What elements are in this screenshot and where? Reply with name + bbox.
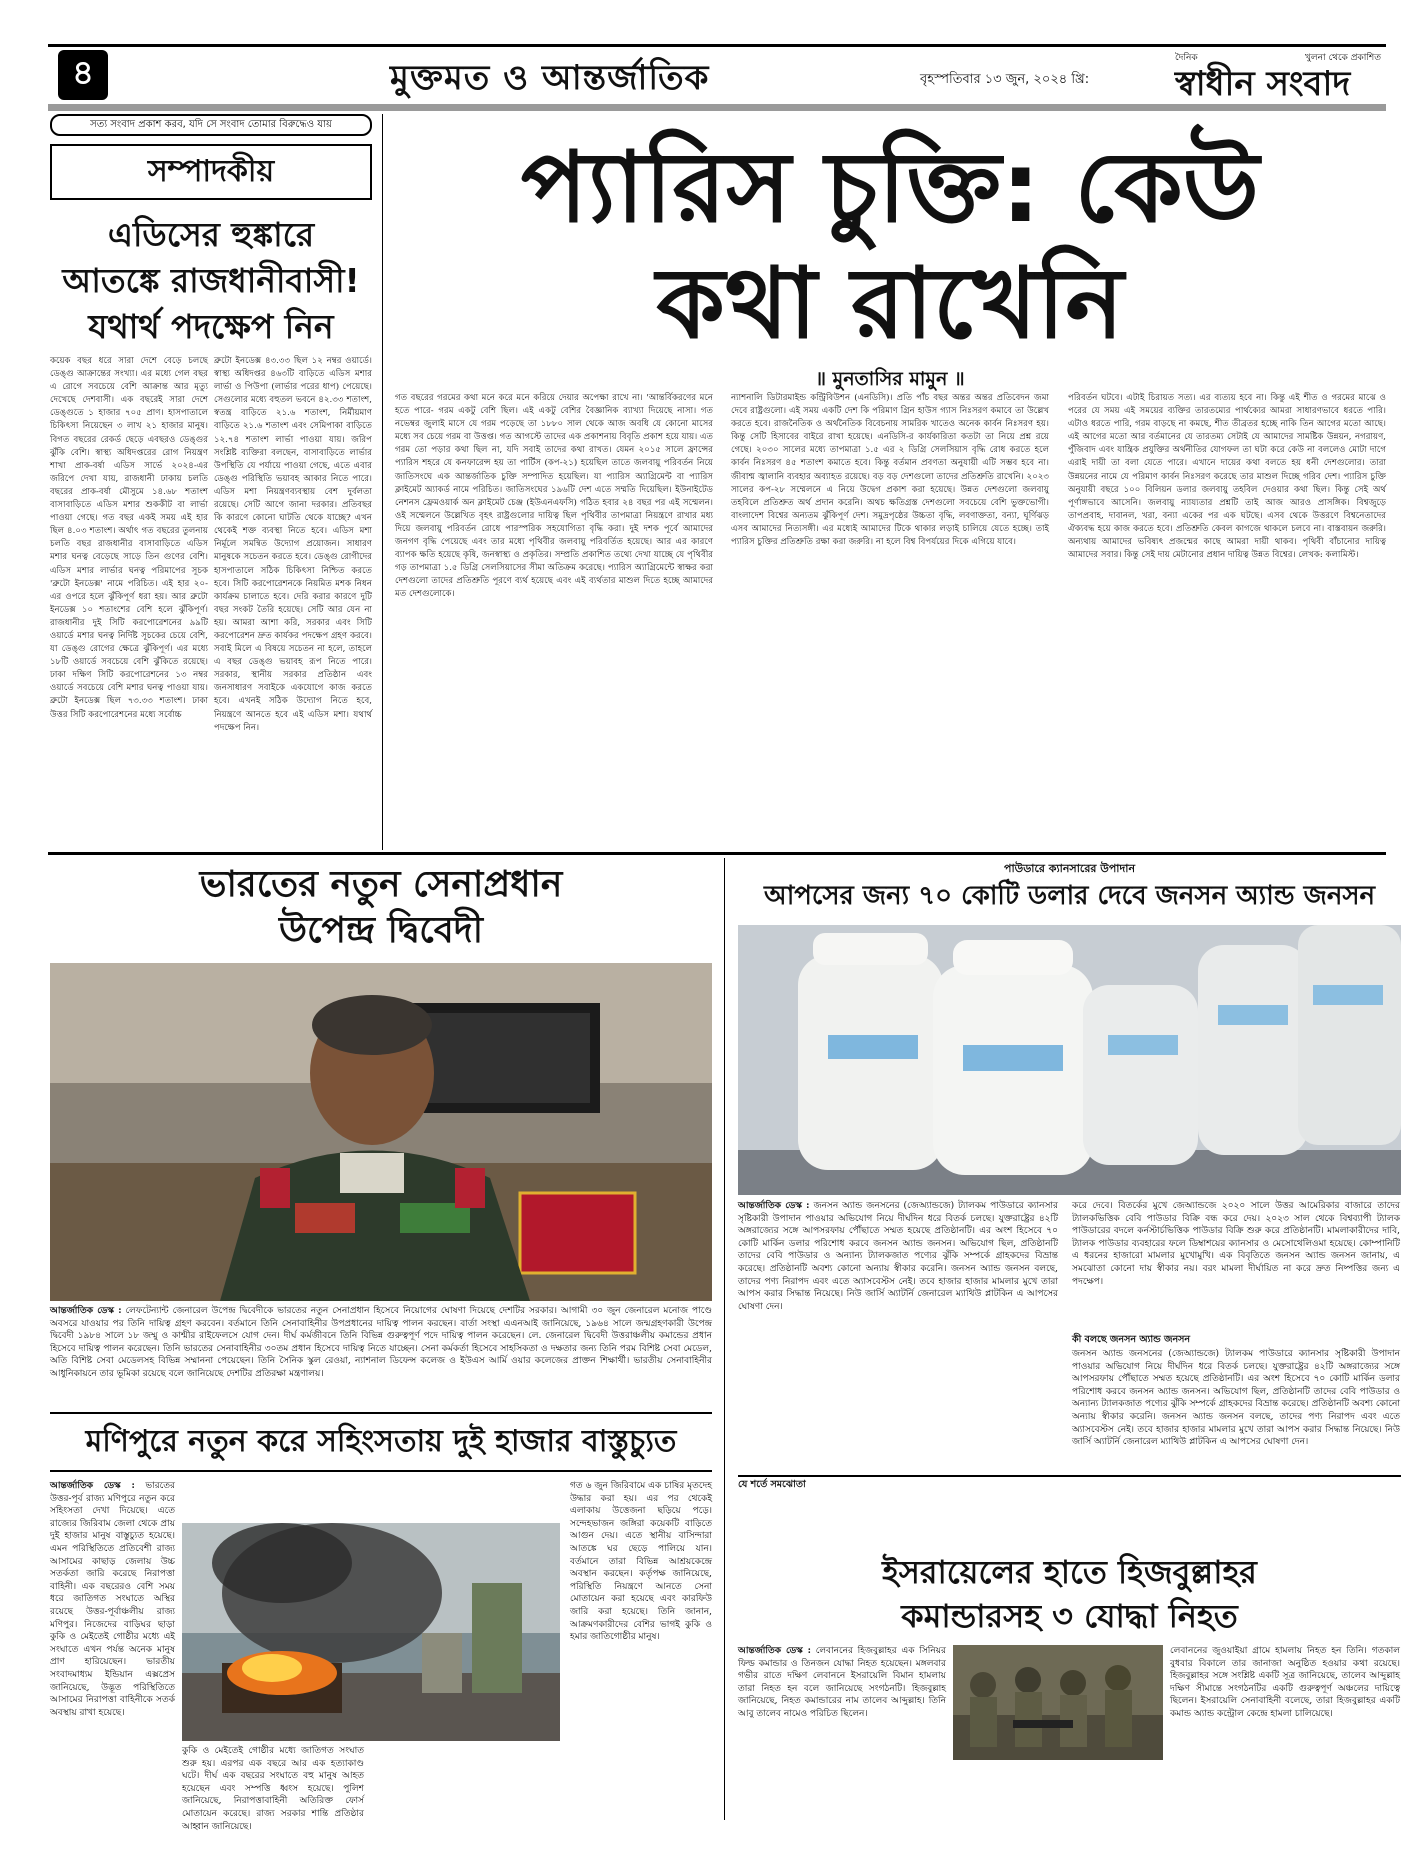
masthead [1175, 48, 1385, 102]
manipur-headline: মণিপুরে নতুন করে সহিংসতায় দুই হাজার বাস্তুচ্যুত [85, 1424, 677, 1459]
hezbollah-column-1 [738, 1645, 946, 1820]
jnj-column-2: করে দেবে। বিতর্কের মুখে জেঅ্যান্ডজে ২০২০ সালে উত্তর আমেরিকার বাজারে তাদের ট্যালকভিত্তিক বেবি পাউডার বিক্রি বন্ধ করে দেয়। ২০২৩ সাল থেকে বিশ্বব্যাপী ট্যালক পাউডারের বদলে কর্নস্টার্চভিত্তিক পাউডার বিক্রি শুরু করে প্রতিষ্ঠানটি। মামলাকারীদের দাবি, ট্যালক পাউডার ব্যবহারের ফলে ডিম্বাশয়ের ক্যানসার ও মেসোথেলিওমা হয়েছে। কোম্পানিটি এ ধরনের হাজারো মামলার মুখোমুখি। এক বিবৃতিতে জনসন অ্যান্ড জনসন জানায়, এ সমঝোতা কোনো দায় স্বীকার নয়। বরং মামলা দীর্ঘায়িত না করে দ্রুত নিষ্পত্তির জন্য এ পদক্ষেপ। [1072, 1201, 1400, 1287]
motto: সত্য সংবাদ প্রকাশ করব, যদি সে সংবাদ তোমার বিরুদ্ধেও যায় [50, 114, 372, 136]
editorial-headline [50, 212, 372, 350]
army-chief-photo [50, 963, 712, 1301]
army-chief-headline-line: উপেন্দ্র দ্বিবেদী [278, 910, 483, 951]
hezbollah-headline-line: কমান্ডারসহ ৩ যোদ্ধা নিহত [901, 1597, 1238, 1635]
editorial-headline-line: এডিসের হুঙ্কারে [107, 215, 315, 254]
army-chief-headline-line: ভারতের নতুন সেনাপ্রধান [199, 864, 563, 905]
page-number: ৪ [58, 50, 108, 100]
masthead-tagline: খুলনা থেকে প্রকাশিত [1305, 53, 1381, 63]
jnj-column-3: জনসন অ্যান্ড জনসনের (জেঅ্যান্ডজে) ট্যালকম পাউডারে ক্যানসার সৃষ্টিকারী উপাদান পাওয়ার অভিযোগ নিয়ে দীর্ঘদিন ধরে বিতর্ক চলছে। যুক্তরাষ্ট্রের ৪২টি অঙ্গরাজ্যের সঙ্গে আপসরফায় পৌঁছাতে সম্মত হয়েছে প্রতিষ্ঠানটি। এর অংশ হিসেবে ৭০ কোটি মার্কিন ডলার পরিশোধ করবে জনসন অ্যান্ড জনসন। অভিযোগ ছিল, প্রতিষ্ঠানটি তাদের বেবি পাউডার ও অন্যান্য ট্যালকজাত পণ্যের ঝুঁকি সম্পর্কে গ্রাহকদের বিভ্রান্ত করেছে। প্রতিষ্ঠানটি অবশ্য কোনো অন্যায় স্বীকার করেনি। জনসন অ্যান্ড জনসন বলছে, তাদের পণ্য নিরাপদ এবং এতে অ্যাসবেস্টস নেই। তবে হাজার হাজার মামলার মুখে তারা আপস করার সিদ্ধান্ত নিয়েছে। নিউ জার্সি অ্যাটর্নি জেনারেল ম্যাথিউ প্লাটকিন এ আপসের ঘোষণা দেন। [1072, 1349, 1400, 1448]
manipur-column-3: গত ৬ জুন জিরিবামে এক চাষির মৃতদেহ উদ্ধার করা হয়। এর পর থেকেই এলাকায় উত্তেজনা ছড়িয়ে পড়ে। সন্দেহভাজন জঙ্গিরা কয়েকটি বাড়িতে আগুন দেয়। এতে স্থানীয় বাসিন্দারা আতঙ্কে ঘর ছেড়ে পালিয়ে যান। বর্তমানে তারা বিভিন্ন আশ্রয়কেন্দ্রে অবস্থান করছেন। কর্তৃপক্ষ জানিয়েছে, পরিস্থিতি নিয়ন্ত্রণে আনতে সেনা মোতায়েন করা হয়েছে এবং কারফিউ জারি করা হয়েছে। তিনি জানান, আক্রমণকারীদের বেশির ভাগই কুকি ও হমার জাতিগোষ্ঠীর মানুষ। [570, 1481, 712, 1643]
byline: ॥ মুনতাসির মামুন ॥ [815, 368, 965, 390]
main-article-column-1: গত বছরের গরমের কথা মনে করে মনে করিয়ে দেয়ার অপেক্ষা রাখে না। 'আন্তর্বিকরণের মনে হতে পারে- গরম একটু বেশি ছিল। এই একটু বেশির বৈজ্ঞানিক ব্যাখ্যা দিয়েছে নাসা। গত নভেম্বর জুলাই মাসে যে গরম পড়েছে তা ১৮৮০ সাল থেকে আজ অবধি যে কোনো মাসের মধ্যে সব চেয়ে গরম বা উত্তপ্ত। গত আগস্টে তাদের এক প্রকাশনায় বিবৃতি প্রকাশ হয়ে যায়। এত গরম তো পড়ার কথা ছিল না, যদি সবাই তাদের কথা রাখত। যেমন ২০১৫ সালে ফ্রান্সের প্যারিস শহরে যে কনফারেন্স হয় তা পার্টিস (কপ-২১) হয়েছিল তাতে জলবায়ু পরিবর্তন নিয়ে জাতিসংঘে এক আন্তর্জাতিক চুক্তি সম্পাদিত হয়েছিল। যা প্যারিস অ্যাগ্রিমেন্ট বা প্যারিস ক্লাইমেট অ্যাকর্ড নামে পরিচিত। জাতিসংঘের ১৯৬টি দেশ এতে সম্মতি দিয়েছিল। ইউনাইটেড নেশনস ফ্রেমওয়ার্ক অন ক্লাইমেট চেঞ্জ (ইউএনএফসি) গঠিত হবার ২৪ বছর পর এই সম্মেলন। ওই সম্মেলনে উল্লেখিত বৃহৎ রাষ্ট্রগুলোর দায়িত্ব ছিল পৃথিবীর তাপমাত্রা নিয়ন্ত্রণে রাখার মধ্য দিয়ে জলবায়ু পরিবর্তন রোধে পারস্পরিক সহযোগিতা বৃদ্ধি করা। দুই দশক পূর্বে আমাদের জনগণ বৃদ্ধি পেয়েছে এবং তার মধ্যে পৃথিবীর জলবায়ু পরিবর্তিত হয়েছে। আর এর কারণে ব্যাপক ক্ষতি হয়েছে কৃষি, জনস্বাস্থ্য ও প্রকৃতির। সম্প্রতি প্রকাশিত তথ্যে দেখা যাচ্ছে যে পৃথিবীর গড় তাপমাত্রা ১.৫ ডিগ্রি সেলসিয়াসের সীমা অতিক্রম করেছে। প্যারিস অ্যাগ্রিমেন্টে স্বাক্ষর করা দেশগুলো তাদের প্রতিশ্রুতি পূরণে ব্যর্থ হয়েছে এবং এই ব্যর্থতার মাশুল দিতে হচ্ছে আমাদের মত দেশগুলোকে। [395, 393, 713, 600]
editorial-column-1: কয়েক বছর ধরে সারা দেশে বেড়ে চলছে ডেঙ্গু আক্রান্তের সংখ্যা। এর মধ্যে গেল বছর এ রোগে সবচেয়ে বেশি আক্রান্ত আর মৃত্যু দেখেছে দেশবাসী। এক বছরেই সারা দেশে ডেঙ্গুতে ১ হাজার ৭০৫ প্রাণ। হাসপাতালে চিকিৎসা নিয়েছেন ৩ লাখ ২১ হাজার মানুষ। বিগত বছরের রেকর্ড ছেড়ে এবছরও ডেঙ্গুর ঝুঁকি বেশি। স্বাস্থ্য অধিদপ্তরের রোগ নিয়ন্ত্রণ শাখা প্রাক-বর্ষা এডিস সার্ভে ২০২৪-এর জরিপে দেখা যায়, রাজধানী ঢাকায় চলতি বছরের প্রাক-বর্ষা মৌসুমে ১৪.৬৮ শতাংশ বাসাবাড়িতে এডিস মশার শুককীট বা লার্ভা পাওয়া গেছে। গত বছর একই সময় এই হার ছিল ৪.০৩ শতাংশ। অর্থাৎ গত বছরের তুলনায় চলতি বছর রাজধানীর বাসাবাড়িতে এডিস মশার ঘনত্ব বেড়েছে সাড়ে তিন গুণের বেশি। এডিস মশার লার্ভার ঘনত্ব পরিমাপের সূচক 'ব্রুটো ইনডেক্স' নামে পরিচিত। এই হার ২০-এর ওপরে হলে ঝুঁকিপূর্ণ ধরা হয়। আর ব্রুটো ইনডেক্স ১০ শতাংশের বেশি হলে ঝুঁকিপূর্ণ। রাজধানীর দুই সিটি করপোরেশনের ৯৯টি ওয়ার্ডে মশার ঘনত্ব নির্দিষ্ট সূচকের চেয়ে বেশি, যা ডেঙ্গু রোগের ক্ষেত্রে ঝুঁকিপূর্ণ। এর মধ্যে ১৮টি ওয়ার্ডে সবচেয়ে বেশি ঝুঁকিতে রয়েছে। ঢাকা দক্ষিণ সিটি করপোরেশনের ১৩ নম্বর ওয়ার্ডে সবচেয়ে বেশি মশার ঘনত্ব পাওয়া যায়। ব্রুটো ইনডেক্স ছিল ৭৩.৩৩ শতাংশ। ঢাকা উত্তর সিটি করপোরেশনের মধ্যে সর্বোচ্চ [50, 356, 208, 720]
hezbollah-text-1: লেবাননের হিজবুল্লাহর এক সিনিয়র ফিল্ড কমান্ডার ও তিনজন যোদ্ধা নিহত হয়েছেন। মঙ্গলবার গভীর রাতে দক্ষিণ লেবাননে ইসরায়েলি বিমান হামলায় তারা নিহত হন বলে জানিয়েছে সংগঠনটি। হিজবুল্লাহ জানিয়েছে, নিহত কমান্ডারের নাম তালেব আব্দুল্লাহ। তিনি আবু তালেব নামেও পরিচিত ছিলেন। [738, 1646, 946, 1719]
main-article-column-3: পরিবর্তন ঘটবে। এটাই চিরায়ত সত্য। এর ব্যত্যয় হবে না। কিন্তু এই শীত ও গরমের মাঝে ও পরের যে সময় এই সময়ের ব্যক্তির তারতম্যের পার্থক্যের আমরা সাধারণভাবে ধরতে পারি। এটাও ধরতে পারি, গরম বাড়ছে না কমছে, শীত তীব্রতর হচ্ছে নাকি তিন আগের মতো আছে। এই আগের মতো আর বর্তমানের যে তারতম্য সেটাই যে আমাদের সামষ্টিক উন্নয়ন, নগরায়ণ, পুঁজিবাদ এবং যান্ত্রিক প্রযুক্তির অর্থনীতির যোগফল তা ঘটা করে কেউ না বললেও মোটা দাগে এরাই দায়ী তা বলা যেতে পারে। এখানে দায়ের কথা বলতে হয় ধনী দেশগুলোর। তারা উন্নয়নের নামে যে পরিমাণ কার্বন নিঃসরণ করেছে তার মাশুল দিচ্ছে গরিব দেশ। প্যারিস চুক্তি অনুযায়ী বছরে ১০০ বিলিয়ন ডলার জলবায়ু তহবিল দেওয়ার কথা ছিল। কিন্তু সেই অর্থ পূর্ণাঙ্গভাবে আসেনি। জলবায়ু ন্যায্যতার প্রশ্নটি তাই আজ আরও প্রাসঙ্গিক। বিশ্বজুড়ে তাপপ্রবাহ, দাবানল, খরা, বন্যা একের পর এক ঘটছে। এসব থেকে উত্তরণে বিশ্বনেতাদের ঐক্যবদ্ধ হয়ে কাজ করতে হবে। প্রতিশ্রুতি কেবল কাগজে থাকলে চলবে না। বাস্তবায়ন জরুরি। অন্যথায় আমাদের ভবিষ্যৎ প্রজন্মের কাছে আমরা দায়ী থাকব। পৃথিবী বাঁচানোর দায়িত্ব আমাদের সবার। কিন্তু সেই দায় মেটানোর প্রধান দায়িত্ব উন্নত বিশ্বের। লেখক: কলামিস্ট। [1068, 393, 1386, 561]
jnj-headline: আপসের জন্য ৭০ কোটি ডলার দেবে জনসন অ্যান্ড জনসন [763, 881, 1376, 911]
manipur-column-1 [50, 1480, 175, 1820]
army-chief-text: লেফটেন্যান্ট জেনারেল উপেন্দ্র দ্বিবেদীকে ভারতের নতুন সেনাপ্রধান হিসেবে নিয়োগের ঘোষণা দিয়েছে দেশটির সরকার। আগামী ৩০ জুন জেনারেল মনোজ পাণ্ডে অবসরে যাওয়ার পর তিনি দায়িত্ব গ্রহণ করবেন। বর্তমানে তিনি সেনাবাহিনীর উপপ্রধানের দায়িত্ব পালন করছেন। বার্তা সংস্থা এএনআই জানিয়েছে, ১৯৬৪ সালে জন্মগ্রহণকারী উপেন্দ্র দ্বিবেদী ১৯৮৪ সালে ১৮ জম্মু ও কাশ্মীর রাইফেলসে যোগ দেন। দীর্ঘ কর্মজীবনে তিনি বিভিন্ন গুরুত্বপূর্ণ পদে দায়িত্ব পালন করেছেন। লে. জেনারেল দ্বিবেদী উত্তরাঞ্চলীয় কমান্ডের প্রধান হিসেবে দায়িত্ব পালন করেছেন। তিনি ভারতের সেনাবাহিনীর ৩০তম প্রধান হিসেবে দায়িত্ব নিতে যাচ্ছেন। সেনা কর্মকর্তা হিসেবে সাহসিকতা ও দক্ষতার জন্য তিনি পরম বিশিষ্ট সেবা মেডেল, অতি বিশিষ্ট সেবা মেডেলসহ বিভিন্ন সম্মাননা পেয়েছেন। তিনি সৈনিক স্কুল রেওয়া, ন্যাশনাল ডিফেন্স কলেজ ও ইউএস আর্মি ওয়ার কলেজের প্রাক্তন শিক্ষার্থী। ভারতীয় সেনাবাহিনীর আধুনিকায়নে তার ভূমিকা রয়েছে বলে জানিয়েছে দেশটির প্রতিরক্ষা মন্ত্রণালয়। [50, 1306, 712, 1379]
main-headline-line: কথা রাখেনি [656, 247, 1124, 361]
army-chief-headline [50, 862, 712, 954]
army-chief-article [50, 1305, 712, 1401]
hezbollah-photo [953, 1645, 1163, 1760]
manipur-text-1: ভারতের উত্তর-পূর্ব রাজ্য মণিপুরে নতুন করে সহিংসতা দেখা দিয়েছে। এতে রাজ্যের জিরিবাম জেলা থেকে প্রায় দুই হাজার মানুষ বাস্তুচ্যুত হয়েছে। এমন পরিস্থিতিতে প্রতিবেশী রাজ্য আসামের কাছাড় জেলায় উচ্চ সতর্কতা জারি করেছে নিরাপত্তা বাহিনী। এক বছরেরও বেশি সময় ধরে জাতিগত সংঘাতে অস্থির রয়েছে উত্তর-পূর্বাঞ্চলীয় রাজ্য মণিপুর। নিজেদের বাড়িঘর ছাড়া কুকি ও মেইতেই গোষ্ঠীর মধ্যে এই সংঘাতে এখন পর্যন্ত অনেক মানুষ প্রাণ হারিয়েছেন। ভারতীয় সংবাদমাধ্যম ইন্ডিয়ান এক্সপ্রেস জানিয়েছে, উদ্ভূত পরিস্থিতিতে আসামের নিরাপত্তা বাহিনীকে সতর্ক অবস্থায় রাখা হয়েছে। [50, 1481, 175, 1718]
main-article-column-2: ন্যাশনালি ডিটারমাইন্ড কন্ট্রিবিউশন (এনডিসি)। প্রতি পাঁচ বছর অন্তর অন্তর প্রতিবেদন জমা দেবে রাষ্ট্রগুলো। এই সময় একটি দেশ কি পরিমাণ গ্রিন হাউস গ্যাস নিঃসরণ কমাবে তা উল্লেখ করতে হবে। রাজনৈতিক ও অর্থনৈতিক বিবেচনায় সামরিক খাতেও অনেক কার্বন নিঃসরণ হয়। কিন্তু সেটি হিসাবের বাইরে রাখা হয়েছে। এনডিসি-র কার্যকারিতা কতটা তা নিয়ে প্রশ্ন রয়ে গেছে। ২০৩০ সালের মধ্যে তাপমাত্রা ১.৫ এর ২ ডিগ্রি সেলসিয়াস বৃদ্ধি রোধ করতে হলে কার্বন নিঃসরণ ৪৫ শতাংশ কমাতে হবে। কিন্তু বর্তমান প্রবণতা অনুযায়ী এটি সম্ভব হবে না। জীবাশ্ম জ্বালানি ব্যবহার অব্যাহত রয়েছে। বড় বড় দেশগুলো তাদের প্রতিশ্রুতি রাখেনি। ২০২৩ সালের কপ-২৮ সম্মেলনে এ নিয়ে উদ্বেগ প্রকাশ করা হয়েছে। উন্নত দেশগুলো জলবায়ু তহবিলে প্রতিশ্রুত অর্থ প্রদান করেনি। অথচ ক্ষতিগ্রস্ত দেশগুলো সবচেয়ে বেশি ভুক্তভোগী। বাংলাদেশ বিশ্বের অন্যতম ঝুঁকিপূর্ণ দেশ। সমুদ্রপৃষ্ঠের উচ্চতা বৃদ্ধি, লবণাক্ততা, বন্যা, ঘূর্ণিঝড় এসব আমাদের নিত্যসঙ্গী। এর মধ্যেই আমাদের টিকে থাকার লড়াই চালিয়ে যেতে হচ্ছে। তাই প্যারিস চুক্তির প্রতিশ্রুতি রক্ষা করা জরুরি। না হলে বিশ্ব বিপর্যয়ের দিকে এগিয়ে যাবে। [731, 393, 1049, 548]
hezbollah-dateline: আন্তর্জাতিক ডেস্ক : [738, 1646, 811, 1656]
editorial-headline-line: আতঙ্কে রাজধানীবাসী! [62, 261, 360, 300]
jnj-powder-photo [738, 925, 1401, 1195]
jnj-dateline: আন্তর্জাতিক ডেস্ক : [738, 1201, 810, 1211]
editorial-column-2: ব্রুটো ইনডেক্স ৪৩.৩৩ ছিল ১২ নম্বর ওয়ার্ডে। স্বাস্থ্য অধিদপ্তর ৪৬৩টি বাড়িতে এডিস মশার লার্ভা ও পিউপা (লার্ভার পরের ধাপ) পেয়েছে। সেগুলোর মধ্যে বহুতল ভবনে ৪২.৩৩ শতাংশ, স্বতন্ত্র বাড়িতে ২১.৬ শতাংশ, নির্মীয়মাণ বাড়িতে ২১.৬ শতাংশ এবং সেমিপাকা বাড়িতে ১২.৭৪ শতাংশ লার্ভা পাওয়া যায়। জরিপ সংশ্লিষ্ট ব্যক্তিরা বলছেন, বাসাবাড়িতে লার্ভার উপস্থিতি যে পর্যায়ে পাওয়া গেছে, এতে এবার ডেঙ্গু পরিস্থিতি ভয়াবহ আকার নিতে পারে। এডিস মশা নিয়ন্ত্রণব্যবস্থায় বেশ দুর্বলতা রয়েছে। সেটি আগে জানা দরকার। প্রতিবছর কি কারণে কোনো ঘাটতি থেকে যাচ্ছে? এখন থেকেই শক্ত ব্যবস্থা নিতে হবে। এডিস মশা নির্মূলে সমন্বিত উদ্যোগ প্রয়োজন। সাধারণ মানুষকে সচেতন করতে হবে। ডেঙ্গু রোগীদের হাসপাতালে সঠিক চিকিৎসা নিশ্চিত করতে হবে। সিটি করপোরেশনকে নিয়মিত মশক নিধন কার্যক্রম চালাতে হবে। দেরি করার কারণে দুটি বছর সংকট তৈরি হয়েছে। সেটি আর যেন না হয়। আমরা আশা করি, সরকার এবং সিটি করপোরেশন দ্রুত কার্যকর পদক্ষেপ গ্রহণ করবে। সবাই মিলে এ বিষয়ে সচেতন না হলে, তাহলে এ বছর ডেঙ্গু ভয়াবহ রূপ নিতে পারে। সরকার, স্থানীয় সরকার প্রতিষ্ঠান এবং জনসাধারণ সবাইকে একযোগে কাজ করতে হবে। এখনই সঠিক উদ্যোগ নিতে হবে, নিয়ন্ত্রণে আনতে হবে এই এডিস মশা। যথার্থ পদক্ষেপ নিন। [214, 356, 372, 733]
jnj-subhead-2: যে শর্তে সমঝোতা [738, 1479, 806, 1490]
army-chief-dateline: আন্তর্জাতিক ডেস্ক : [50, 1306, 122, 1316]
manipur-dateline: আন্তর্জাতিক ডেস্ক : [50, 1481, 135, 1491]
jnj-text-1: জনসন অ্যান্ড জনসনের (জেঅ্যান্ডজে) ট্যালকম পাউডারে ক্যানসার সৃষ্টিকারী উপাদান পাওয়ার অভিযোগ নিয়ে দীর্ঘদিন ধরে বিতর্ক চলছে। যুক্তরাষ্ট্রের ৪২টি অঙ্গরাজ্যের সঙ্গে আপসরফায় পৌঁছাতে সম্মত হয়েছে প্রতিষ্ঠানটি। এর অংশ হিসেবে ৭০ কোটি মার্কিন ডলার পরিশোধ করবে জনসন অ্যান্ড জনসন। অভিযোগ ছিল, প্রতিষ্ঠানটি তাদের বেবি পাউডার ও অন্যান্য ট্যালকজাত পণ্যের ঝুঁকি সম্পর্কে গ্রাহকদের বিভ্রান্ত করেছে। প্রতিষ্ঠানটি অবশ্য কোনো অন্যায় স্বীকার করেনি। জনসন অ্যান্ড জনসন বলছে, তাদের পণ্য নিরাপদ এবং এতে অ্যাসবেস্টস নেই। তবে হাজার হাজার মামলার মুখে তারা আপস করার সিদ্ধান্ত নিয়েছে। নিউ জার্সি অ্যাটর্নি জেনারেল ম্যাথিউ প্লাটকিন এ আপসের ঘোষণা দেন। [738, 1201, 1058, 1312]
editorial-label: সম্পাদকীয় [50, 144, 372, 200]
hezbollah-headline [738, 1550, 1401, 1638]
jnj-column-1 [738, 1200, 1058, 1470]
section-title: মুক্তমত ও আন্তর্জাতিক [390, 58, 710, 98]
jnj-subhead-1: কী বলছে জনসন অ্যান্ড জনসন [1072, 1334, 1191, 1345]
date: বৃহস্পতিবার ১৩ জুন, ২০২৪ খ্রি: [920, 72, 1090, 87]
editorial-headline-line: যথার্থ পদক্ষেপ নিন [88, 307, 334, 346]
masthead-prefix: দৈনিক [1175, 53, 1198, 63]
manipur-fire-photo [182, 1523, 560, 1741]
jnj-kicker: পাউডারে ক্যানসারের উপাদান [1003, 862, 1136, 875]
main-headline-line: প্যারিস চুক্তি: কেউ [520, 131, 1260, 245]
manipur-column-2: কুকি ও মেইতেই গোষ্ঠীর মধ্যে জাতিগত সংঘাত শুরু হয়। এরপর এক বছরে আর এক হত্যাকাণ্ড ঘটে। দীর্ঘ এক বছরের সংঘাতে বহু মানুষ আহত হয়েছেন এবং সম্পত্তি ধ্বংস হয়েছে। পুলিশ জানিয়েছে, নিরাপত্তাবাহিনী অতিরিক্ত ফোর্স মোতায়েন করেছে। রাজ্য সরকার শান্তি প্রতিষ্ঠার আহ্বান জানিয়েছে। [182, 1746, 364, 1832]
hezbollah-column-2: লেবাননের জুওয়াইয়া গ্রামে হামলায় নিহত হন তিনি। গতকাল বুধবার বিকালে তার জানাজা অনুষ্ঠিত হওয়ার কথা রয়েছে। হিজবুল্লাহর সঙ্গে সংশ্লিষ্ট একটি সূত্র জানিয়েছে, তালেব আব্দুল্লাহ দক্ষিণ সীমান্তে সংগঠনটির একটি গুরুত্বপূর্ণ অঞ্চলের দায়িত্বে ছিলেন। ইসরায়েলি সেনাবাহিনী বলেছে, তারা হিজবুল্লাহর একটি কমান্ড অ্যান্ড কন্ট্রোল কেন্দ্রে হামলা চালিয়েছে। [1170, 1646, 1400, 1719]
main-headline [395, 130, 1385, 362]
hezbollah-headline-line: ইসরায়েলের হাতে হিজবুল্লাহর [882, 1553, 1257, 1591]
masthead-title: স্বাধীন সংবাদ [1175, 64, 1351, 104]
